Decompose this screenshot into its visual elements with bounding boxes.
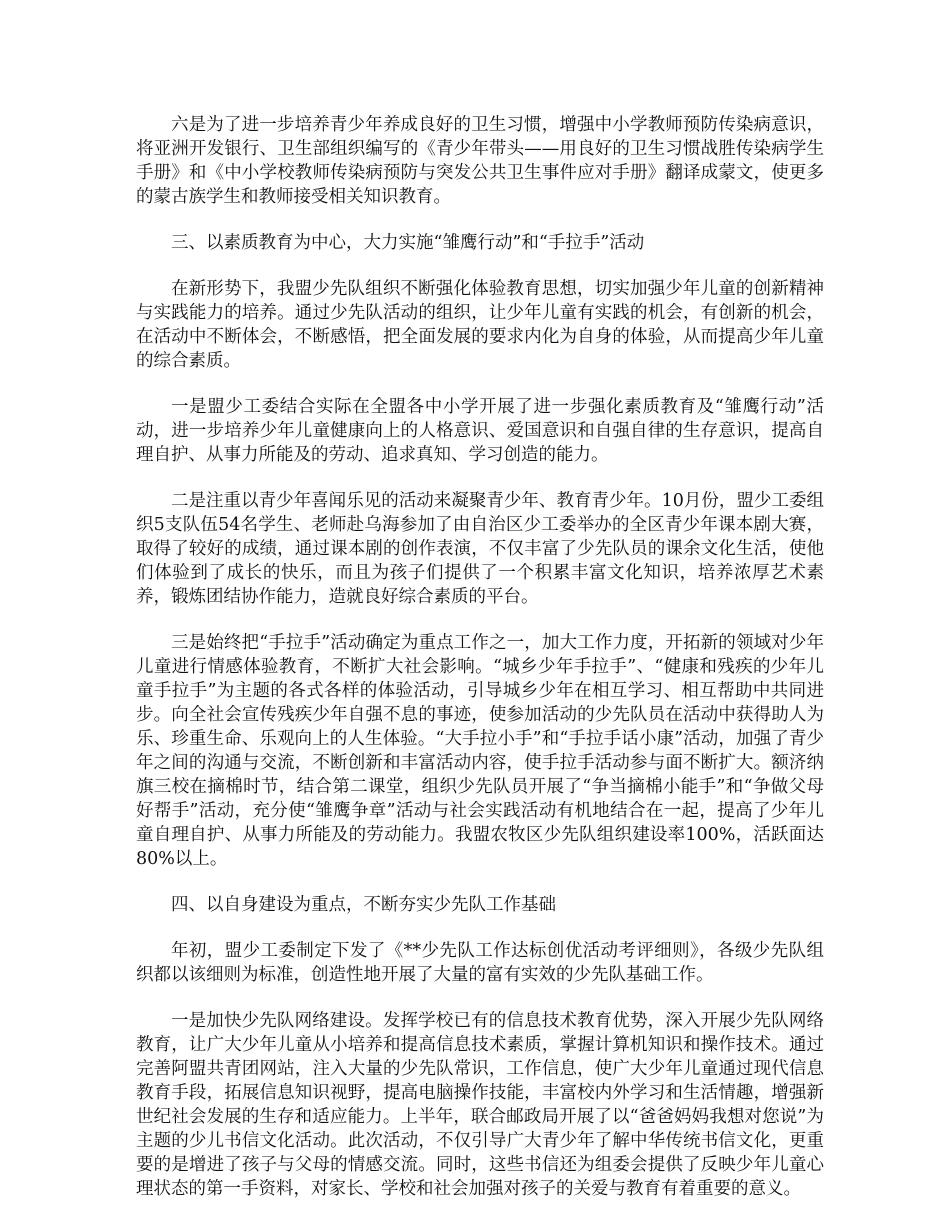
- paragraph-section-4-intro: 年初，盟少工委制定下发了《**少先队工作达标创优活动考评细则》，各级少先队组织都以该细则为标准，创造性地开展了大量的富有实效的少先队基础工作。: [136, 941, 824, 985]
- paragraph-item-2-textbook-drama: 二是注重以青少年喜闻乐见的活动来凝聚青少年、教育青少年。10月份，盟少工委组织5支队伍54名学生、老师赴乌海参加了由自治区少工委举办的全区青少年课本剧大赛，取得了较好的成绩，通过课本剧的创作表演，不仅丰富了少先队员的课余文化生活，使他们体验到了成长的快乐，而且为孩子们提供了一个积累丰富文化知识，培养浓厚艺术素养，锻炼团结协作能力，造就良好综合素质的平台。: [136, 491, 824, 607]
- section-heading-4: 四、以自身建设为重点，不断夯实少先队工作基础: [171, 895, 556, 915]
- paragraph-item-1-eagle-action: 一是盟少工委结合实际在全盟各中小学开展了进一步强化素质教育及“雏鹰行动”活动，进一步培养少年儿童健康向上的人格意识、爱国意识和自强自律的生存意识，提高自理自护、从事力所能及的劳动、追求真知、学习创造的能力。: [136, 397, 824, 465]
- paragraph-item-6-hygiene: 六是为了进一步培养青少年养成良好的卫生习惯，增强中小学教师预防传染病意识，将亚洲开发银行、卫生部组织编写的《青少年带头——用良好的卫生习惯战胜传染病学生手册》和《中小学校教师传染病预防与突发公共卫生事件应对手册》翻译成蒙文，使更多的蒙古族学生和教师接受相关知识教育。: [136, 115, 824, 207]
- paragraph-item-1-network: 一是加快少先队网络建设。发挥学校已有的信息技术教育优势，深入开展少先队网络教育，让广大少年儿童从小培养和提高信息技术素质，掌握计算机知识和操作技术。通过完善阿盟共青团网站，注入大量的少先队常识，工作信息，使广大少年儿童通过现代信息教育手段，拓展信息知识视野，提高电脑操作技能，丰富校内外学习和生活情趣，增强新世纪社会发展的生存和适应能力。上半年，联合邮政局开展了以“爸爸妈妈我想对您说”为主题的少儿书信文化活动。此次活动，不仅引导广大青少年了解中华传统书信文化，更重要的是增进了孩子与父母的情感交流。同时，这些书信还为组委会提供了反映少年儿童心理状态的第一手资料，对家长、学校和社会加强对孩子的关爱与教育有着重要的意义。: [136, 1011, 824, 1199]
- section-heading-3: 三、以素质教育为中心，大力实施“雏鹰行动”和“手拉手”活动: [171, 233, 645, 253]
- paragraph-item-3-hand-in-hand: 三是始终把“手拉手”活动确定为重点工作之一，加大工作力度，开拓新的领域对少年儿童进行情感体验教育，不断扩大社会影响。“城乡少年手拉手”、“健康和残疾的少年儿童手拉手”为主题的各式各样的体验活动，引导城乡少年在相互学习、相互帮助中共同进步。向全社会宣传残疾少年自强不息的事迹，使参加活动的少先队员在活动中获得助人为乐、珍重生命、乐观向上的人生体验。“大手拉小手”和“手拉手话小康”活动，加强了青少年之间的沟通与交流，不断创新和丰富活动内容，使手拉手活动参与面不断扩大。额济纳旗三校在摘棉时节，结合第二课堂，组织少先队员开展了“争当摘棉小能手”和“争做父母好帮手”活动，充分使“雏鹰争章”活动与社会实践活动有机地结合在一起，提高了少年儿童自理自护、从事力所能及的劳动能力。我盟农牧区少先队组织建设率100%，活跃面达80%以上。: [136, 633, 824, 869]
- paragraph-section-3-intro: 在新形势下，我盟少先队组织不断强化体验教育思想，切实加强少年儿童的创新精神与实践能力的培养。通过少先队活动的组织，让少年儿童有实践的机会，有创新的机会，在活动中不断体会，不断感悟，把全面发展的要求内化为自身的体验，从而提高少年儿童的综合素质。: [136, 279, 824, 371]
- document-body: [136, 113, 824, 1201]
